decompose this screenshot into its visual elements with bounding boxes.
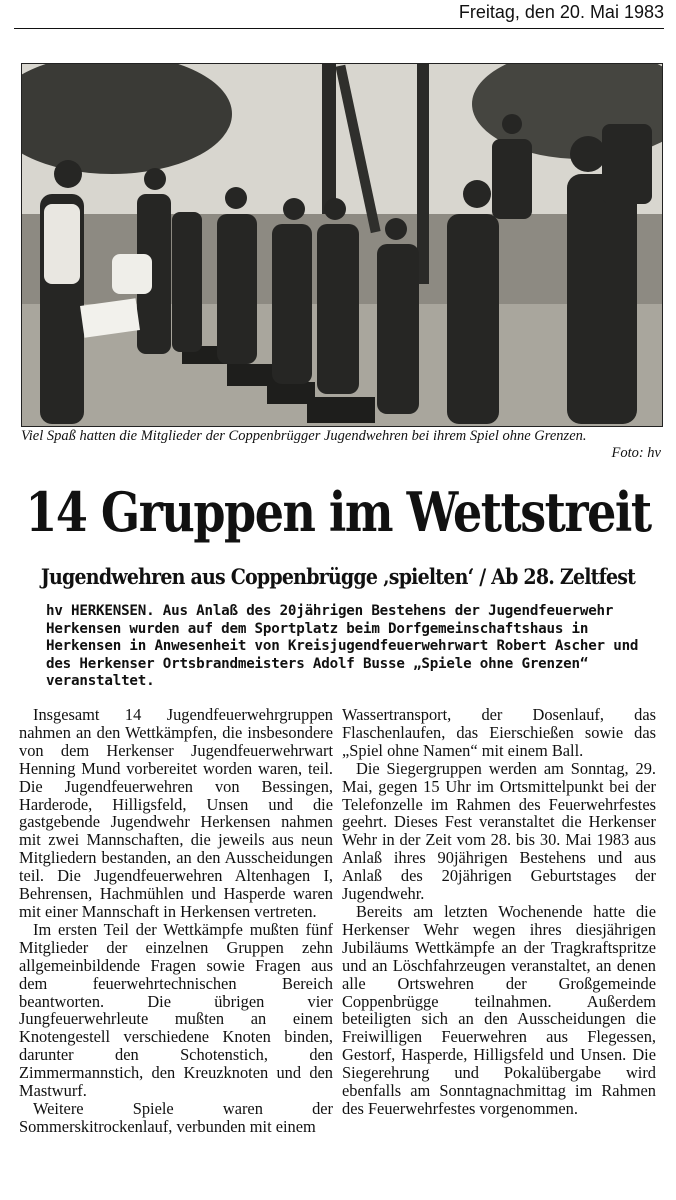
dateline: Freitag, den 20. Mai 1983 (458, 2, 664, 22)
news-photo (21, 63, 663, 427)
paragraph: Im ersten Teil der Wettkämpfe mußten fünf Mitglieder der einzelnen Gruppen zehn allgemeinbildende Fragen sowie Fragen aus dem feuerwehrtechnischen Bereich beantworten. Die übrigen vier Jungfeuerwehrleute mußten an einem Knotengestell verschiedene Knoten binden, darunter den Schotenstich, den Zimmermannstich, den Kreuzknoten und den Mastwurf. (19, 919, 333, 1101)
paragraph: Wassertransport, der Dosenlauf, das Flaschenlaufen, das Eierschießen sowie das „Spiel ohne Namen“ mit einem Ball. (342, 705, 656, 760)
column-right (342, 706, 656, 1118)
article-headline: 14 Gruppen im Wettstreit (25, 480, 651, 545)
caption-text: Viel Spaß hatten die Mitglieder der Coppenbrügger Jugendwehren bei ihrem Spiel ohne Grenzen. (21, 428, 587, 444)
header-rule (14, 28, 664, 29)
paragraph: Bereits am letzten Wochenende hatte die Herkenser Wehr wegen ihres diesjährigen Jubiläums Wettkämpfe an der Tragkraftspritze und an Löschfahrzeugen veranstaltet, an denen alle Ortswehren der Großgemeinde Coppenbrügge teilnahmen. Außerdem beteiligten sich an den Ausscheidungen die Freiwilligen Feuerwehren aus Flegessen, Gestorf, Hasperde, Hilligsfeld und Unsen. Die Siegerehrung und Pokalübergabe wird ebenfalls am Sonntagnachmittag im Rahmen des Feuerwehrfestes vorgenommen. (342, 901, 656, 1118)
paragraph: Die Siegergruppen werden am Sonntag, 29. Mai, gegen 15 Uhr im Ortsmittelpunkt bei der Telefonzelle im Rahmen des Feuerwehrfestes geehrt. Dieses Fest veranstaltet die Herkenser Wehr in der Zeit vom 28. bis 30. Mai 1983 aus Anlaß ihres 90jährigen Bestehens und aus Anlaß des 20jährigen Geburtstages der Jugendwehr. (342, 758, 656, 904)
photo-caption (21, 428, 661, 461)
paragraph: Weitere Spiele waren der Sommerskitrockenlauf, verbunden mit einem (19, 1098, 333, 1136)
paragraph: Insgesamt 14 Jugendfeuerwehrgruppen nahmen an den Wettkämpfen, die insbesondere von dem Herkenser Jugendfeuerwehrwart Henning Mund vorbereitet worden waren, teil. Die Jugendfeuerwehren von Bessingen, Harderode, Hilligsfeld, Unsen und die gastgebende Jugendwehr Herkensen nahmen mit zwei Mannschaften, die jeweils aus neun Mitgliedern bestanden, an den Ausscheidungen teil. Die Jugendfeuerwehren Altenhagen I, Behrensen, Hachmühlen und Hasperde waren mit einer Mannschaft in Herkensen vertreten. (19, 705, 333, 921)
article-lead (20, 603, 660, 691)
column-left (19, 706, 333, 1136)
lead-paragraph: hv HERKENSEN. Aus Anlaß des 20jährigen Bestehens der Jugendfeuerwehr Herkensen wurden auf dem Sportplatz beim Dorfgemeinschaftshaus in Herkensen in Anwesenheit von Kreisjugendfeuerwehrwart Robert Ascher und des Herkenser Ortsbrandmeisters Adolf Busse „Spiele ohne Grenzen“ veranstaltet. (46, 603, 639, 689)
article-subheadline: Jugendwehren aus Coppenbrügge ‚spielten‘ / Ab 28. Zeltfest (40, 565, 636, 590)
photo-credit: Foto: hv (611, 445, 661, 461)
